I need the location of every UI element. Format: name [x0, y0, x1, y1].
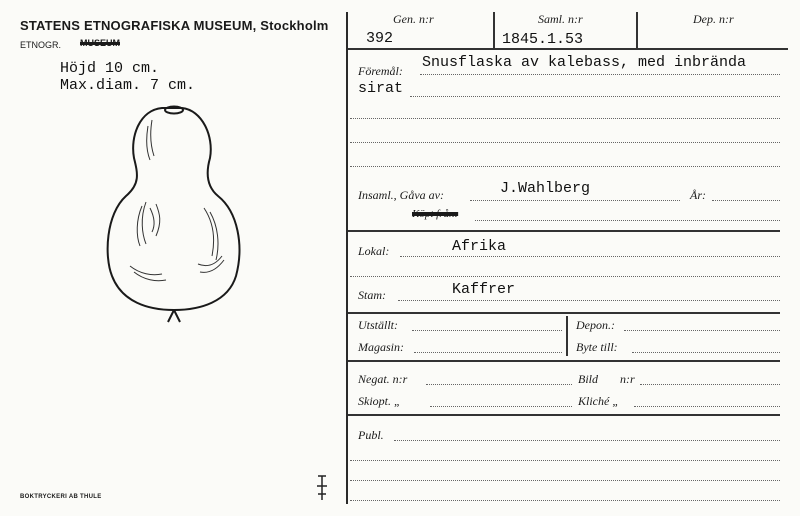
- etnogr-struck-text: MUSEUM: [80, 38, 120, 48]
- stam-label: Stam:: [358, 288, 386, 302]
- lokal-label: Lokal:: [358, 244, 390, 258]
- insaml-value: J.Wahlberg: [500, 180, 591, 197]
- ar-label: År:: [690, 188, 706, 202]
- printer-credit: BOKTRYCKERI AB THULE: [20, 494, 102, 500]
- saml-nr-value: 1845.1.53: [502, 31, 584, 48]
- dotted-line: [350, 500, 780, 501]
- skiopt-label: Skiopt. „: [358, 394, 401, 408]
- foremal-value-line1: Snusflaska av kalebass, med inbrända: [422, 54, 747, 71]
- section-rule: [348, 230, 780, 232]
- foremal-value-line2: sirat: [358, 80, 404, 97]
- dotted-line: [624, 330, 780, 331]
- dotted-line: [420, 74, 780, 75]
- byte-till-label: Byte till:: [576, 340, 618, 354]
- lokal-value: Afrika: [452, 238, 507, 255]
- gen-nr-value: 392: [366, 30, 394, 47]
- dotted-line: [350, 480, 780, 481]
- magasin-label: Magasin:: [358, 340, 404, 354]
- dotted-line: [398, 300, 780, 301]
- object-diameter: Max.diam. 7 cm.: [60, 77, 196, 94]
- kliche-label: Kliché „: [578, 394, 619, 408]
- negat-label: Negat. n:r: [358, 372, 408, 386]
- saml-nr-label: Saml. n:r: [538, 12, 583, 26]
- dotted-line: [400, 256, 780, 257]
- section-rule: [348, 414, 780, 416]
- dotted-line: [350, 118, 780, 119]
- header-rule: [348, 48, 788, 50]
- insaml-label: Insaml., Gåva av:: [358, 188, 444, 202]
- utstallt-label: Utställt:: [358, 318, 399, 332]
- stam-value: Kaffrer: [452, 281, 516, 298]
- dep-nr-label: Dep. n:r: [693, 12, 734, 26]
- column-divider: [493, 12, 495, 48]
- gen-nr-label: Gen. n:r: [393, 12, 434, 26]
- object-height: Höjd 10 cm.: [60, 60, 160, 77]
- gourd-drawing: [100, 96, 250, 332]
- dotted-line: [350, 276, 780, 277]
- section-rule: [348, 312, 780, 314]
- foremal-label: Föremål:: [358, 64, 403, 78]
- publ-label: Publ.: [358, 428, 384, 442]
- etnogr-label: ETNOGR.: [20, 40, 62, 50]
- dotted-line: [414, 352, 562, 353]
- bild-nr-label: n:r: [620, 372, 635, 386]
- dotted-line: [426, 384, 572, 385]
- dotted-line: [475, 220, 780, 221]
- dotted-line: [640, 384, 780, 385]
- column-divider: [566, 316, 568, 356]
- bild-label: Bild: [578, 372, 598, 386]
- dotted-line: [350, 166, 780, 167]
- column-divider: [636, 12, 638, 48]
- section-rule: [348, 360, 780, 362]
- dotted-line: [394, 440, 780, 441]
- museum-title: STATENS ETNOGRAFISKA MUSEUM, Stockholm: [20, 18, 329, 33]
- struck-kopt-fran: Köpt från:: [412, 208, 459, 220]
- dotted-line: [410, 96, 780, 97]
- dotted-line: [634, 406, 780, 407]
- dotted-line: [350, 142, 780, 143]
- dotted-line: [430, 406, 572, 407]
- dotted-line: [412, 330, 562, 331]
- vertical-divider: [346, 12, 348, 504]
- dotted-line: [470, 200, 680, 201]
- dotted-line: [350, 460, 780, 461]
- pin-mark: [314, 474, 330, 502]
- depon-label: Depon.:: [576, 318, 615, 332]
- dotted-line: [712, 200, 780, 201]
- dotted-line: [632, 352, 780, 353]
